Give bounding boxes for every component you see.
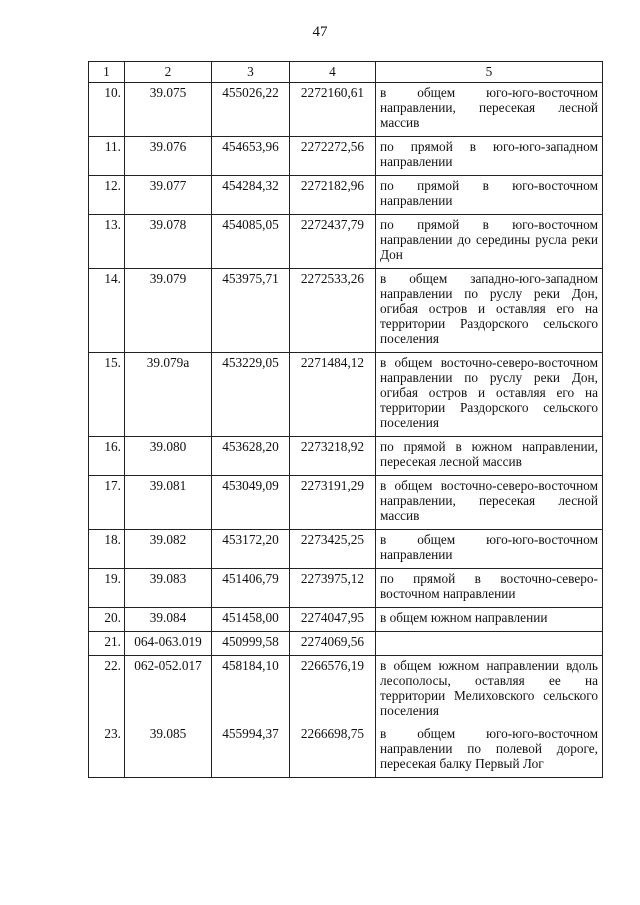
table-row xyxy=(89,137,603,176)
coordinate-x: 451406,79 xyxy=(212,569,290,608)
row-number: 19. xyxy=(89,569,125,608)
boundary-points-table xyxy=(88,61,603,778)
table-row xyxy=(89,215,603,269)
page-number: 47 xyxy=(312,24,328,40)
column-header-3: 3 xyxy=(212,62,290,83)
boundary-description: в общем южном направлении вдоль лесополосы, оставляя ее на территории Мелиховского сельского поселения xyxy=(376,656,603,725)
boundary-description: по прямой в юго-восточном направлении xyxy=(376,176,603,215)
row-number: 23. xyxy=(89,724,125,778)
row-number: 20. xyxy=(89,608,125,632)
coordinate-y: 2274047,95 xyxy=(290,608,376,632)
table-row xyxy=(89,353,603,437)
boundary-description xyxy=(376,632,603,656)
point-id: 39.081 xyxy=(125,476,212,530)
coordinate-x: 458184,10 xyxy=(212,656,290,725)
coordinate-y: 2272182,96 xyxy=(290,176,376,215)
point-id: 064-063.019 xyxy=(125,632,212,656)
row-number: 10. xyxy=(89,83,125,137)
coordinate-x: 455994,37 xyxy=(212,724,290,778)
coordinate-x: 455026,22 xyxy=(212,83,290,137)
row-number: 22. xyxy=(89,656,125,725)
boundary-description: по прямой в восточно-северо-восточном направлении xyxy=(376,569,603,608)
row-number: 18. xyxy=(89,530,125,569)
row-number: 13. xyxy=(89,215,125,269)
coordinate-y: 2272272,56 xyxy=(290,137,376,176)
coordinate-y: 2272160,61 xyxy=(290,83,376,137)
row-number: 21. xyxy=(89,632,125,656)
column-header-4: 4 xyxy=(290,62,376,83)
table-row xyxy=(89,569,603,608)
boundary-description: в общем юго-юго-восточном направлении по полевой дороге, пересекая балку Первый Лог xyxy=(376,724,603,778)
column-header-1: 1 xyxy=(89,62,125,83)
boundary-description: в общем южном направлении xyxy=(376,608,603,632)
coordinate-x: 451458,00 xyxy=(212,608,290,632)
coordinate-y: 2274069,56 xyxy=(290,632,376,656)
boundary-description: в общем восточно-северо-восточном направлении по руслу реки Дон, огибая остров и оставляя его на территории Раздорского сельского поселения xyxy=(376,353,603,437)
coordinate-x: 454085,05 xyxy=(212,215,290,269)
boundary-description: в общем восточно-северо-восточном направлении, пересекая лесной массив xyxy=(376,476,603,530)
boundary-description: в общем юго-юго-восточном направлении xyxy=(376,530,603,569)
point-id: 39.076 xyxy=(125,137,212,176)
table-row xyxy=(89,476,603,530)
coordinate-x: 454284,32 xyxy=(212,176,290,215)
point-id: 39.077 xyxy=(125,176,212,215)
table-row xyxy=(89,632,603,656)
coordinate-y: 2273191,29 xyxy=(290,476,376,530)
row-number: 16. xyxy=(89,437,125,476)
point-id: 39.082 xyxy=(125,530,212,569)
point-id: 39.085 xyxy=(125,724,212,778)
coordinate-x: 453229,05 xyxy=(212,353,290,437)
table-row xyxy=(89,176,603,215)
coordinate-x: 450999,58 xyxy=(212,632,290,656)
table-header-row xyxy=(89,62,603,83)
boundary-description: в общем юго-юго-восточном направлении, пересекая лесной массив xyxy=(376,83,603,137)
table-row xyxy=(89,608,603,632)
point-id: 062-052.017 xyxy=(125,656,212,725)
point-id: 39.075 xyxy=(125,83,212,137)
point-id: 39.084 xyxy=(125,608,212,632)
coordinate-y: 2273975,12 xyxy=(290,569,376,608)
point-id: 39.078 xyxy=(125,215,212,269)
row-number: 11. xyxy=(89,137,125,176)
table-row xyxy=(89,656,603,725)
table-row xyxy=(89,269,603,353)
table-row xyxy=(89,83,603,137)
coordinate-x: 453975,71 xyxy=(212,269,290,353)
coordinate-y: 2266698,75 xyxy=(290,724,376,778)
coordinate-x: 453049,09 xyxy=(212,476,290,530)
row-number: 17. xyxy=(89,476,125,530)
coordinate-y: 2273218,92 xyxy=(290,437,376,476)
point-id: 39.083 xyxy=(125,569,212,608)
boundary-description: по прямой в южном направлении, пересекая лесной массив xyxy=(376,437,603,476)
table-row xyxy=(89,437,603,476)
coordinate-y: 2273425,25 xyxy=(290,530,376,569)
row-number: 15. xyxy=(89,353,125,437)
boundary-description: в общем западно-юго-западном направлении по руслу реки Дон, огибая остров и оставляя его на территории Раздорского сельского поселения xyxy=(376,269,603,353)
boundary-description: по прямой в юго-юго-западном направлении xyxy=(376,137,603,176)
column-header-5: 5 xyxy=(376,62,603,83)
coordinate-x: 453172,20 xyxy=(212,530,290,569)
boundary-description: по прямой в юго-восточном направлении до середины русла реки Дон xyxy=(376,215,603,269)
coordinate-y: 2271484,12 xyxy=(290,353,376,437)
point-id: 39.079а xyxy=(125,353,212,437)
table-row xyxy=(89,724,603,778)
coordinate-x: 453628,20 xyxy=(212,437,290,476)
coordinate-y: 2272533,26 xyxy=(290,269,376,353)
column-header-2: 2 xyxy=(125,62,212,83)
row-number: 14. xyxy=(89,269,125,353)
row-number: 12. xyxy=(89,176,125,215)
coordinate-x: 454653,96 xyxy=(212,137,290,176)
point-id: 39.079 xyxy=(125,269,212,353)
coordinate-y: 2266576,19 xyxy=(290,656,376,725)
coordinate-y: 2272437,79 xyxy=(290,215,376,269)
point-id: 39.080 xyxy=(125,437,212,476)
table-row xyxy=(89,530,603,569)
